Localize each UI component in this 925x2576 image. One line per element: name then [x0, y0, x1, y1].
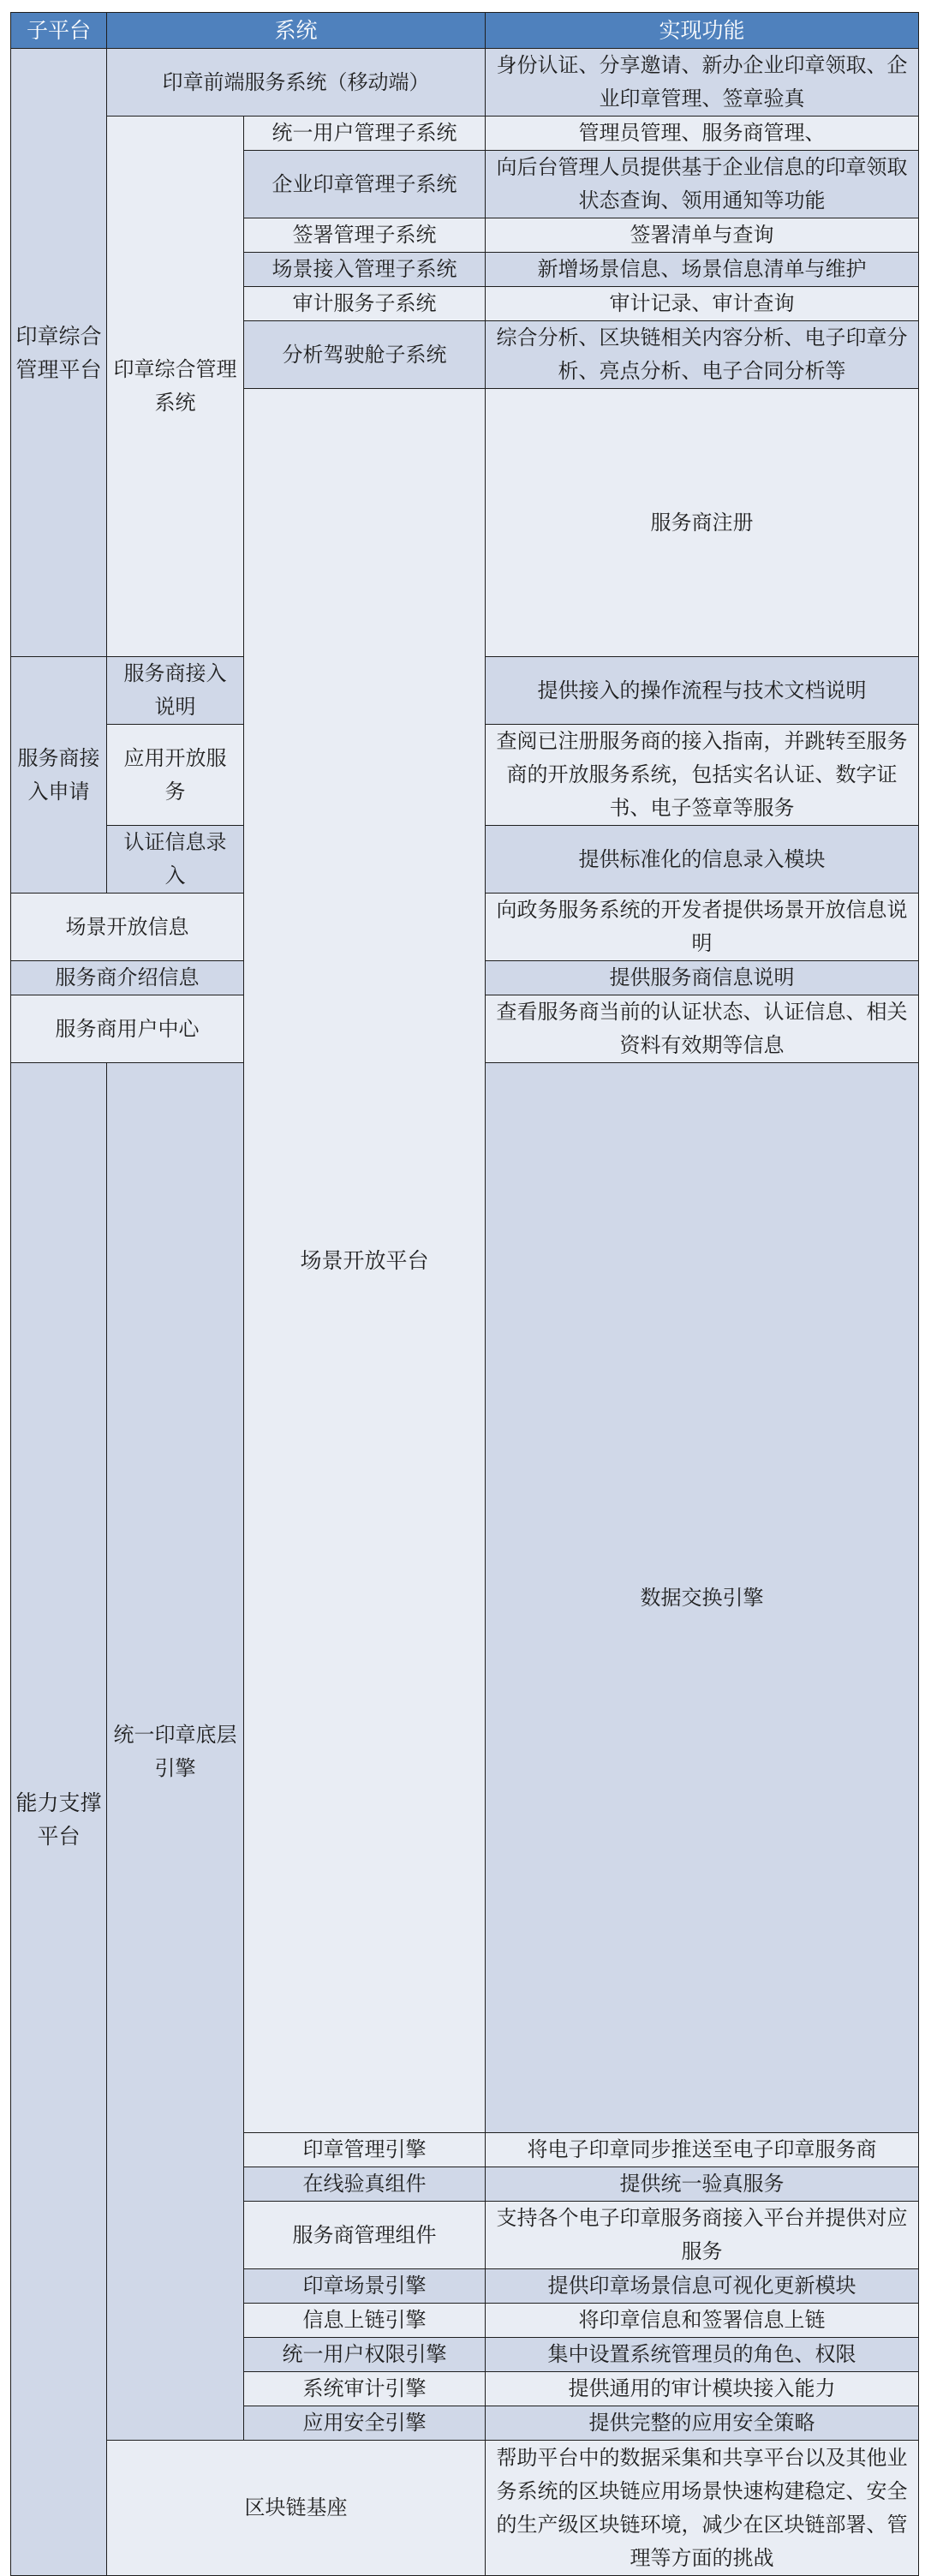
header-system: 系统: [107, 13, 486, 49]
subsystem-cell: 系统审计引擎: [244, 2372, 486, 2406]
subsystem-cell: 数据交换引擎: [486, 1063, 919, 2133]
subsystem-cell: 在线验真组件: [244, 2167, 486, 2202]
header-function: 实现功能: [486, 13, 919, 49]
subsystem-cell: 签署管理子系统: [244, 218, 486, 253]
system-cell: 印章前端服务系统（移动端）: [107, 49, 486, 117]
system-group-cell: 印章综合管理系统: [107, 117, 244, 657]
table-row: [11, 2441, 919, 2576]
subsystem-cell: 应用开放服务: [107, 725, 244, 826]
function-cell: 将印章信息和签署信息上链: [486, 2304, 919, 2338]
subsystem-cell: 服务商接入说明: [107, 657, 244, 725]
subsystem-cell: 印章管理引擎: [244, 2133, 486, 2167]
system-cell: 服务商介绍信息: [11, 961, 244, 995]
system-cell: 场景开放信息: [11, 894, 244, 961]
function-cell: 新增场景信息、场景信息清单与维护: [486, 253, 919, 287]
function-cell: 向后台管理人员提供基于企业信息的印章领取状态查询、领用通知等功能: [486, 151, 919, 218]
system-cell: 服务商用户中心: [11, 995, 244, 1063]
function-cell: 集中设置系统管理员的角色、权限: [486, 2338, 919, 2372]
subsystem-cell: 印章场景引擎: [244, 2269, 486, 2304]
system-group-cell: 服务商接入申请: [11, 657, 107, 894]
function-cell: 提供完整的应用安全策略: [486, 2406, 919, 2441]
header-row: [11, 13, 919, 49]
subsystem-cell: 认证信息录入: [107, 826, 244, 894]
system-group-cell: 统一印章底层引擎: [107, 1063, 244, 2441]
function-cell: 提供统一验真服务: [486, 2167, 919, 2202]
subsystem-cell: 服务商管理组件: [244, 2202, 486, 2269]
header-platform: 子平台: [11, 13, 107, 49]
subsystem-cell: 分析驾驶舱子系统: [244, 321, 486, 389]
function-cell: 提供印章场景信息可视化更新模块: [486, 2269, 919, 2304]
subsystem-cell: 审计服务子系统: [244, 287, 486, 321]
subsystem-cell: 企业印章管理子系统: [244, 151, 486, 218]
function-cell: 审计记录、审计查询: [486, 287, 919, 321]
platform-cell: 印章综合管理平台: [11, 49, 107, 657]
system-cell: 区块链基座: [107, 2441, 486, 2576]
subsystem-cell: 信息上链引擎: [244, 2304, 486, 2338]
function-cell: 查阅已注册服务商的接入指南，并跳转至服务商的开放服务系统，包括实名认证、数字证书、电子签章等服务: [486, 725, 919, 826]
subsystem-cell: 统一用户权限引擎: [244, 2338, 486, 2372]
platform-cell: 场景开放平台: [244, 389, 486, 2133]
function-cell: 身份认证、分享邀请、新办企业印章领取、企业印章管理、签章验真: [486, 49, 919, 117]
function-cell: 将电子印章同步推送至电子印章服务商: [486, 2133, 919, 2167]
function-cell: 帮助平台中的数据采集和共享平台以及其他业务系统的区块链应用场景快速构建稳定、安全的生产级区块链环境，减少在区块链部署、管理等方面的挑战: [486, 2441, 919, 2576]
function-cell: 提供通用的审计模块接入能力: [486, 2372, 919, 2406]
function-cell: 综合分析、区块链相关内容分析、电子印章分析、亮点分析、电子合同分析等: [486, 321, 919, 389]
function-cell: 向政务服务系统的开发者提供场景开放信息说明: [486, 894, 919, 961]
function-cell: 提供标准化的信息录入模块: [486, 826, 919, 894]
table-row: [11, 117, 919, 151]
table-row: [11, 49, 919, 117]
subsystem-cell: 场景接入管理子系统: [244, 253, 486, 287]
function-cell: 提供接入的操作流程与技术文档说明: [486, 657, 919, 725]
platform-function-table: [10, 12, 919, 2576]
function-cell: 查看服务商当前的认证状态、认证信息、相关资料有效期等信息: [486, 995, 919, 1063]
system-cell: 服务商注册: [486, 389, 919, 657]
function-cell: 支持各个电子印章服务商接入平台并提供对应服务: [486, 2202, 919, 2269]
function-cell: 提供服务商信息说明: [486, 961, 919, 995]
platform-cell: 能力支撑平台: [11, 1063, 107, 2576]
function-cell: 签署清单与查询: [486, 218, 919, 253]
subsystem-cell: 统一用户管理子系统: [244, 117, 486, 151]
subsystem-cell: 应用安全引擎: [244, 2406, 486, 2441]
function-cell: 管理员管理、服务商管理、: [486, 117, 919, 151]
